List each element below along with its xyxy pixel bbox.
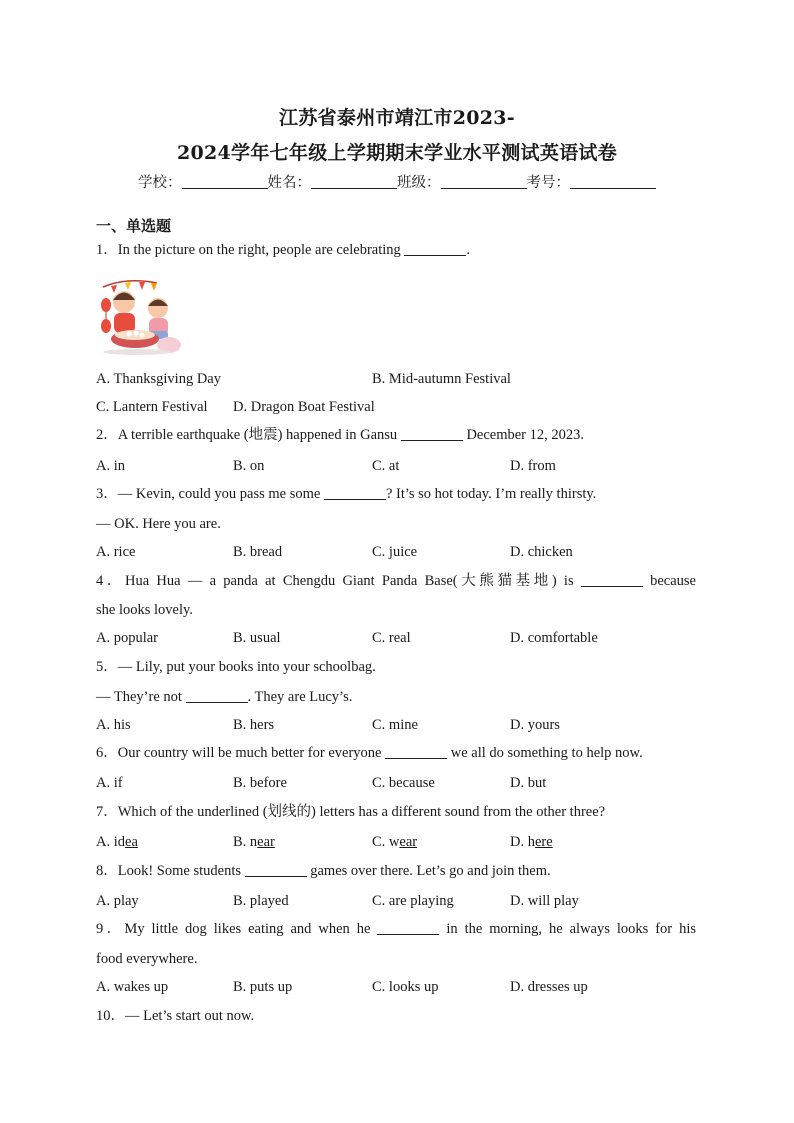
option-a[interactable]: A. rice (96, 544, 136, 560)
option-letter: D. (510, 834, 528, 850)
answer-blank[interactable] (324, 485, 386, 500)
exam-title-line1: 江苏省泰州市靖江市2023- (279, 107, 515, 129)
underlined-letters: ere (534, 834, 553, 850)
option-d[interactable]: D. but (510, 775, 547, 791)
option-c[interactable] (372, 833, 417, 851)
question-text: In the picture on the right, people are celebrating (117, 242, 405, 258)
question-text-end: ? It’s so hot today. I’m really thirsty. (385, 486, 597, 502)
question-number: 9． (96, 921, 125, 937)
question-text: Which of the underlined (划线的) letters has a different sound from the other three? (117, 804, 606, 820)
answer-blank[interactable] (401, 426, 463, 441)
question-text-end: . They are Lucy’s. (247, 689, 353, 705)
question-text: Hua Hua — a panda at Chengdu Giant Panda Base(大熊猫基地) is (125, 573, 581, 589)
answer-blank[interactable] (186, 688, 248, 703)
option-c[interactable]: C. are playing (372, 893, 454, 909)
question-text-end: games over there. Let’s go and join them. (306, 863, 551, 879)
student-info-line (0, 171, 794, 192)
section-heading: 一、单选题 (96, 217, 172, 235)
option-b[interactable] (233, 833, 275, 851)
question-text-end: because (642, 573, 696, 589)
exam-title-line2: 2024学年七年级上学期期末学业水平测试英语试卷 (176, 142, 618, 164)
question-3-reply: — OK. Here you are. (96, 516, 221, 532)
answer-blank[interactable] (245, 862, 307, 877)
question-5 (96, 658, 696, 676)
exam-number-blank[interactable] (570, 174, 656, 189)
question-9 (96, 920, 696, 938)
question-1 (96, 241, 696, 259)
option-a[interactable]: A. wakes up (96, 979, 169, 995)
option-d[interactable]: D. chicken (510, 544, 573, 560)
question-text: Look! Some students (117, 863, 245, 879)
answer-blank[interactable] (581, 572, 643, 587)
question-text: Our country will be much better for everyone (117, 745, 386, 761)
question-3 (96, 485, 696, 503)
question-7 (96, 803, 696, 821)
question-number: 6． (96, 745, 118, 761)
school-label: 学校： (138, 175, 182, 191)
option-letter: C. (372, 834, 389, 850)
question-text-end: December 12, 2023. (462, 427, 585, 443)
option-d[interactable]: D. comfortable (510, 630, 598, 646)
option-b[interactable]: B. bread (233, 544, 283, 560)
option-a[interactable]: A. play (96, 893, 139, 909)
question-4-continued: she looks lovely. (96, 602, 193, 618)
class-label: 班级： (397, 175, 441, 191)
option-b[interactable]: B. hers (233, 717, 275, 733)
answer-blank[interactable] (377, 920, 439, 935)
exam-number-label: 考号： (526, 175, 570, 191)
question-text: — Lily, put your books into your schoolbag. (117, 659, 376, 675)
question-text: — Kevin, could you pass me some (117, 486, 324, 502)
question-number: 4． (96, 573, 125, 589)
name-label: 姓名： (267, 175, 311, 191)
answer-blank[interactable] (404, 241, 466, 256)
option-a[interactable]: A. his (96, 717, 131, 733)
question-number: 2． (96, 427, 118, 443)
question-6 (96, 744, 696, 762)
option-a[interactable]: A. if (96, 775, 123, 791)
option-a[interactable]: A. popular (96, 630, 159, 646)
option-c[interactable]: C. real (372, 630, 411, 646)
answer-blank[interactable] (385, 744, 447, 759)
option-d[interactable]: D. dresses up (510, 979, 588, 995)
question-text-end: . (466, 242, 471, 258)
question-2 (96, 426, 696, 444)
question-text: — They’re not (96, 689, 186, 705)
option-d[interactable]: D. yours (510, 717, 560, 733)
question-text: — Let’s start out now. (125, 1008, 255, 1024)
option-d[interactable]: D. from (510, 458, 556, 474)
option-letter: B. (233, 834, 250, 850)
option-prefix: n (249, 834, 258, 850)
question-number: 8． (96, 863, 118, 879)
question-number: 1． (96, 242, 118, 258)
question-5-reply (96, 688, 696, 706)
option-letter: A. (96, 834, 114, 850)
option-c[interactable]: C. because (372, 775, 435, 791)
underlined-letters: ear (257, 834, 275, 850)
option-prefix: id (113, 834, 126, 850)
question-text-end: in the morning, he always looks for his (439, 921, 696, 937)
option-b[interactable]: B. usual (233, 630, 281, 646)
option-b[interactable]: B. played (233, 893, 289, 909)
option-a[interactable] (96, 833, 138, 851)
option-c[interactable]: C. mine (372, 717, 418, 733)
question-4 (96, 572, 696, 590)
underlined-letters: ea (125, 834, 138, 850)
question-8 (96, 862, 696, 880)
question-number: 7． (96, 804, 118, 820)
option-a[interactable]: A. Thanksgiving Day (96, 371, 221, 387)
question-number: 10． (96, 1008, 125, 1024)
question-text: My little dog likes eating and when he (124, 921, 378, 937)
school-blank[interactable] (182, 174, 268, 189)
option-prefix: w (388, 834, 400, 850)
option-prefix: h (527, 834, 535, 850)
option-d[interactable] (510, 833, 553, 851)
question-text-end: we all do something to help now. (447, 745, 643, 761)
option-d[interactable]: D. Dragon Boat Festival (233, 399, 375, 415)
question-text: A terrible earthquake (地震) happened in Gansu (117, 427, 401, 443)
lantern-festival-illustration (97, 273, 185, 357)
option-c[interactable]: C. juice (372, 544, 418, 560)
option-b[interactable]: B. before (233, 775, 287, 791)
class-blank[interactable] (441, 174, 527, 189)
option-c[interactable]: C. looks up (372, 979, 439, 995)
option-b[interactable]: B. Mid-autumn Festival (372, 371, 511, 387)
option-d[interactable]: D. will play (510, 893, 579, 909)
option-b[interactable]: B. on (233, 458, 265, 474)
option-c[interactable]: C. Lantern Festival (96, 399, 208, 415)
question-10 (96, 1007, 696, 1025)
question-number: 3． (96, 486, 118, 502)
option-b[interactable]: B. puts up (233, 979, 293, 995)
underlined-letters: ear (399, 834, 418, 850)
question-9-continued: food everywhere. (96, 951, 198, 967)
question-number: 5． (96, 659, 118, 675)
option-c[interactable]: C. at (372, 458, 400, 474)
name-blank[interactable] (311, 174, 397, 189)
option-a[interactable]: A. in (96, 458, 125, 474)
